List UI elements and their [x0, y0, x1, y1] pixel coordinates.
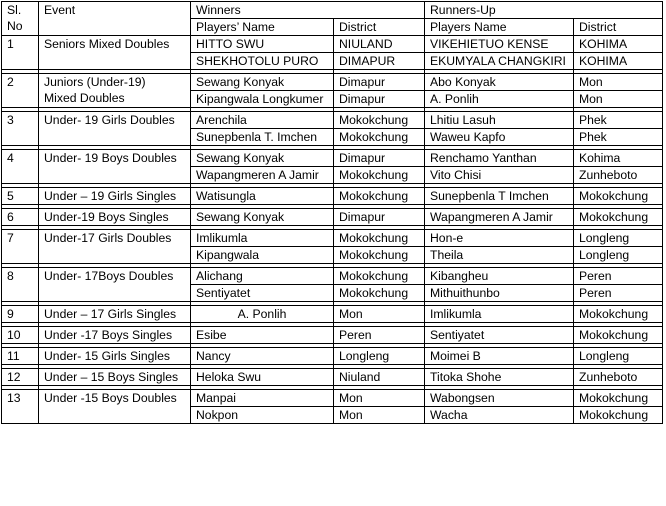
- runner-district-cell: Mokokchung: [574, 407, 663, 424]
- runner-player-cell: EKUMYALA CHANGKIRI: [425, 53, 574, 70]
- event-header: Event: [39, 2, 191, 36]
- runner-player-cell: Sentiyatet: [425, 327, 574, 344]
- runner-player-cell: Abo Konyak: [425, 74, 574, 91]
- winner-district-cell: Dimapur: [334, 91, 425, 108]
- runner-district-cell: Mon: [574, 91, 663, 108]
- winner-player-cell: Sentiyatet: [191, 285, 334, 302]
- runner-player-cell: Renchamo Yanthan: [425, 150, 574, 167]
- runner-district-cell: Zunheboto: [574, 167, 663, 184]
- winner-player-cell: Nancy: [191, 348, 334, 365]
- event-name-line: Under- 15 Girls Singles: [44, 349, 170, 363]
- winner-player-cell: SHEKHOTOLU PURO: [191, 53, 334, 70]
- sl-no-cell: 2: [2, 74, 39, 108]
- winner-district-cell: Mokokchung: [334, 188, 425, 205]
- winner-district-cell: Mon: [334, 407, 425, 424]
- sl-header-text: Sl.: [7, 3, 22, 17]
- table-row: [2, 268, 663, 285]
- winner-district-cell: Niuland: [334, 369, 425, 386]
- winner-player-cell: Sewang Konyak: [191, 209, 334, 226]
- table-row: [2, 36, 663, 53]
- table-row: [2, 306, 663, 323]
- sl-no-cell: 3: [2, 112, 39, 146]
- runner-player-cell: Mithuithunbo: [425, 285, 574, 302]
- runner-player-cell: VIKEHIETUO KENSE: [425, 36, 574, 53]
- runner-district-cell: Mon: [574, 74, 663, 91]
- winner-district-cell: DIMAPUR: [334, 53, 425, 70]
- runner-district-cell: Mokokchung: [574, 209, 663, 226]
- winner-player-cell: Sunepbenla T. Imchen: [191, 129, 334, 146]
- event-name-line: Under-17 Girls Doubles: [44, 231, 172, 245]
- sl-no-cell: 8: [2, 268, 39, 302]
- event-cell: [39, 188, 191, 205]
- event-cell: [39, 112, 191, 146]
- no-header-text: No: [7, 19, 23, 33]
- event-cell: [39, 327, 191, 344]
- table-row: [2, 390, 663, 407]
- winner-district-cell: NIULAND: [334, 36, 425, 53]
- table-row: [2, 230, 663, 247]
- runner-district-cell: Zunheboto: [574, 369, 663, 386]
- winner-district-cell: Mokokchung: [334, 285, 425, 302]
- winner-player-cell: Kipangwala: [191, 247, 334, 264]
- event-name-line: Mixed Doubles: [44, 91, 125, 105]
- sl-no-cell: 10: [2, 327, 39, 344]
- event-cell: [39, 390, 191, 424]
- winner-district-cell: Mon: [334, 306, 425, 323]
- winner-player-cell: Nokpon: [191, 407, 334, 424]
- runner-player-cell: Vito Chisi: [425, 167, 574, 184]
- sl-no-cell: 7: [2, 230, 39, 264]
- winner-player-cell: Kipangwala Longkumer: [191, 91, 334, 108]
- table-row: [2, 348, 663, 365]
- runner-district-cell: Peren: [574, 268, 663, 285]
- table-row: [2, 74, 663, 91]
- table-row: [2, 209, 663, 226]
- runner-district-cell: Mokokchung: [574, 306, 663, 323]
- runner-player-cell: Titoka Shohe: [425, 369, 574, 386]
- winner-district-cell: Dimapur: [334, 209, 425, 226]
- runner-player-cell: Waweu Kapfo: [425, 129, 574, 146]
- runner-player-cell: Wapangmeren A Jamir: [425, 209, 574, 226]
- winner-player-cell: Esibe: [191, 327, 334, 344]
- event-name-line: Seniors Mixed Doubles: [44, 37, 170, 51]
- winner-player-cell: Arenchila: [191, 112, 334, 129]
- runner-player-cell: Moimei B: [425, 348, 574, 365]
- winner-district-cell: Longleng: [334, 348, 425, 365]
- winner-player-cell: Wapangmeren A Jamir: [191, 167, 334, 184]
- runner-player-cell: Imlikumla: [425, 306, 574, 323]
- event-name-line: Under – 19 Girls Singles: [44, 189, 177, 203]
- runners-district-header: District: [574, 19, 663, 36]
- event-cell: [39, 209, 191, 226]
- sl-no-cell: 13: [2, 390, 39, 424]
- event-cell: [39, 369, 191, 386]
- runners-players-header: Players Name: [425, 19, 574, 36]
- runner-district-cell: Kohima: [574, 150, 663, 167]
- winner-district-cell: Dimapur: [334, 74, 425, 91]
- results-table-body: [2, 2, 663, 424]
- event-name-line: Under – 15 Boys Singles: [44, 370, 179, 384]
- table-row: [2, 188, 663, 205]
- sl-no-cell: 1: [2, 36, 39, 70]
- event-cell: [39, 74, 191, 108]
- event-name-line: Juniors (Under-19): [44, 75, 146, 89]
- runner-player-cell: Wacha: [425, 407, 574, 424]
- winner-player-cell: A. Ponlih: [191, 306, 334, 323]
- event-cell: [39, 36, 191, 70]
- runner-district-cell: Mokokchung: [574, 390, 663, 407]
- runner-district-cell: Longleng: [574, 230, 663, 247]
- winner-player-cell: Sewang Konyak: [191, 150, 334, 167]
- event-name-line: Under- 19 Girls Doubles: [44, 113, 175, 127]
- runner-player-cell: A. Ponlih: [425, 91, 574, 108]
- sl-no-cell: 12: [2, 369, 39, 386]
- runner-player-cell: Hon-e: [425, 230, 574, 247]
- runners-up-header: Runners-Up: [425, 2, 663, 19]
- winner-player-cell: Heloka Swu: [191, 369, 334, 386]
- event-name-line: Under- 17Boys Doubles: [44, 269, 174, 283]
- event-cell: [39, 268, 191, 302]
- winner-district-cell: Dimapur: [334, 150, 425, 167]
- winner-district-cell: Mokokchung: [334, 247, 425, 264]
- table-row: [2, 327, 663, 344]
- runner-district-cell: KOHIMA: [574, 53, 663, 70]
- winner-player-cell: Sewang Konyak: [191, 74, 334, 91]
- runner-player-cell: Kibangheu: [425, 268, 574, 285]
- runner-district-cell: KOHIMA: [574, 36, 663, 53]
- sl-no-cell: 4: [2, 150, 39, 184]
- winner-district-cell: Mokokchung: [334, 230, 425, 247]
- winner-player-cell: Alichang: [191, 268, 334, 285]
- table-row: [2, 112, 663, 129]
- winner-player-cell: Manpai: [191, 390, 334, 407]
- sl-no-header: [2, 2, 39, 36]
- event-name-line: Under -15 Boys Doubles: [44, 391, 177, 405]
- event-cell: [39, 306, 191, 323]
- event-name-line: Under- 19 Boys Doubles: [44, 151, 177, 165]
- winner-district-cell: Mokokchung: [334, 129, 425, 146]
- winner-district-cell: Mon: [334, 390, 425, 407]
- sl-no-cell: 9: [2, 306, 39, 323]
- winner-district-cell: Mokokchung: [334, 112, 425, 129]
- winner-player-cell: Imlikumla: [191, 230, 334, 247]
- header-row: [2, 2, 663, 19]
- results-table: [1, 1, 663, 424]
- event-cell: [39, 230, 191, 264]
- runner-district-cell: Mokokchung: [574, 188, 663, 205]
- runner-player-cell: Lhitiu Lasuh: [425, 112, 574, 129]
- runner-district-cell: Longleng: [574, 247, 663, 264]
- runner-player-cell: Sunepbenla T Imchen: [425, 188, 574, 205]
- sl-no-cell: 11: [2, 348, 39, 365]
- winner-district-cell: Mokokchung: [334, 167, 425, 184]
- runner-district-cell: Phek: [574, 112, 663, 129]
- runner-district-cell: Phek: [574, 129, 663, 146]
- runner-district-cell: Longleng: [574, 348, 663, 365]
- runner-player-cell: Theila: [425, 247, 574, 264]
- winner-player-cell: HITTO SWU: [191, 36, 334, 53]
- winners-players-header: Players’ Name: [191, 19, 334, 36]
- event-cell: [39, 348, 191, 365]
- event-cell: [39, 150, 191, 184]
- winners-district-header: District: [334, 19, 425, 36]
- sl-no-cell: 6: [2, 209, 39, 226]
- winner-district-cell: Mokokchung: [334, 268, 425, 285]
- event-name-line: Under-19 Boys Singles: [44, 210, 169, 224]
- table-row: [2, 369, 663, 386]
- event-name-line: Under – 17 Girls Singles: [44, 307, 177, 321]
- table-row: [2, 150, 663, 167]
- winner-district-cell: Peren: [334, 327, 425, 344]
- runner-district-cell: Mokokchung: [574, 327, 663, 344]
- sl-no-cell: 5: [2, 188, 39, 205]
- winners-header: Winners: [191, 2, 425, 19]
- runner-district-cell: Peren: [574, 285, 663, 302]
- runner-player-cell: Wabongsen: [425, 390, 574, 407]
- event-name-line: Under -17 Boys Singles: [44, 328, 173, 342]
- winner-player-cell: Watisungla: [191, 188, 334, 205]
